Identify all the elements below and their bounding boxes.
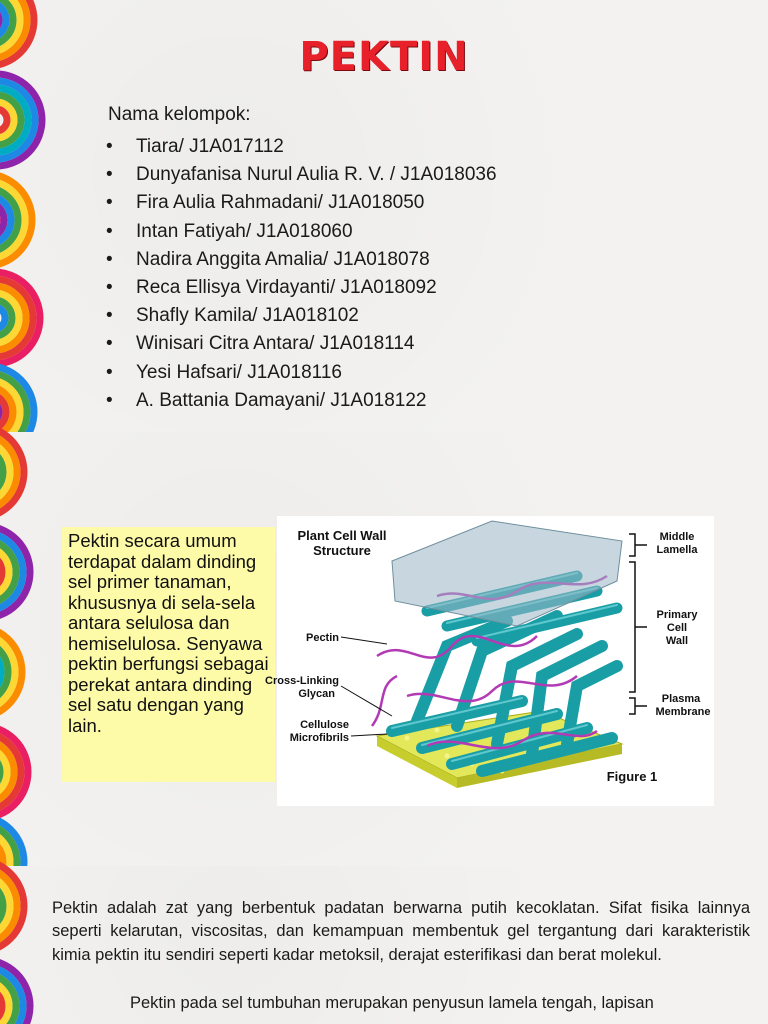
label-middle-lamella: Middle	[659, 531, 695, 543]
member-item: • Yesi Hafsari/ J1A018116	[106, 359, 497, 387]
bullet-icon: •	[106, 136, 113, 157]
label-plasma-membrane: Plasma	[661, 693, 701, 705]
bullet-icon: •	[106, 305, 113, 327]
bullet-icon: •	[106, 164, 113, 186]
group-label: Nama kelompok:	[108, 104, 251, 125]
figure-caption: Figure 1	[606, 769, 658, 784]
figure-title: Plant Cell Wall	[297, 528, 387, 543]
member-item: • Shafly Kamila/ J1A018102	[106, 302, 497, 330]
cell-wall-diagram	[265, 516, 714, 806]
rainbow-circles-decoration	[0, 866, 40, 1024]
label-plasma-membrane: Membrane	[655, 706, 711, 718]
label-primary-cell-wall: Wall	[665, 635, 689, 647]
slide-pectin-location	[0, 432, 768, 866]
member-item: • Intan Fatiyah/ J1A018060	[106, 218, 497, 246]
label-primary-cell-wall: Cell	[666, 622, 688, 634]
member-item: • A. Battania Damayani/ J1A018122	[106, 387, 497, 415]
slide-pectin-properties	[0, 866, 768, 1024]
label-primary-cell-wall: Primary	[656, 609, 698, 621]
bullet-icon: •	[106, 361, 113, 383]
rainbow-circles-decoration	[0, 432, 40, 866]
plant-cell-wall-figure	[265, 516, 714, 806]
member-item: • Fira Aulia Rahmadani/ J1A018050	[106, 189, 497, 217]
bullet-icon: •	[106, 333, 113, 355]
label-middle-lamella: Lamella	[656, 544, 698, 556]
member-list	[106, 133, 497, 415]
pectin-function-paragraph: Pektin pada sel tumbuhan merupakan penyusun lamela tengah, lapisan	[130, 994, 654, 1012]
member-item: • Tiara/ J1A017112	[106, 133, 497, 161]
bullet-icon: •	[106, 192, 113, 214]
pectin-properties-paragraph: Pektin adalah zat yang berbentuk padatan berwarna putih kecoklatan. Sifat fisika lainnya seperti kelarutan, viscositas, dan kemampuan membentuk gel tergantung dari karakteristik kimia pektin itu sendiri seperti kadar metoksil, derajat esterifikasi dan berat molekul.	[52, 899, 750, 964]
label-cellulose-microfibrils: Cellulose	[300, 719, 349, 731]
slide-title	[0, 0, 768, 432]
bullet-icon: •	[106, 220, 113, 242]
bullet-icon: •	[106, 276, 113, 298]
figure-title: Structure	[313, 543, 371, 558]
member-item: • Winisari Citra Antara/ J1A018114	[106, 330, 497, 358]
member-item: • Dunyafanisa Nurul Aulia R. V. / J1A018036	[106, 161, 497, 189]
pectin-intro-text: Pektin secara umum terdapat dalam dinding sel primer tanaman, khususnya di sela-sela antara selulosa dan hemiselulosa. Senyawa pektin berfungsi sebagai perekat antara dinding sel satu dengan yang lain.	[62, 527, 275, 782]
label-cellulose-microfibrils: Microfibrils	[289, 732, 349, 744]
slide-title-heading: PEKTIN	[299, 34, 469, 80]
bullet-icon: •	[106, 389, 113, 411]
bullet-icon: •	[106, 248, 113, 270]
layer-brackets	[629, 534, 647, 714]
label-crosslinking-glycan: Cross-Linking	[265, 675, 339, 687]
member-item: • Nadira Anggita Amalia/ J1A018078	[106, 246, 497, 274]
member-item: • Reca Ellisya Virdayanti/ J1A018092	[106, 274, 497, 302]
label-pectin: Pectin	[305, 632, 339, 644]
label-crosslinking-glycan: Glycan	[298, 688, 335, 700]
